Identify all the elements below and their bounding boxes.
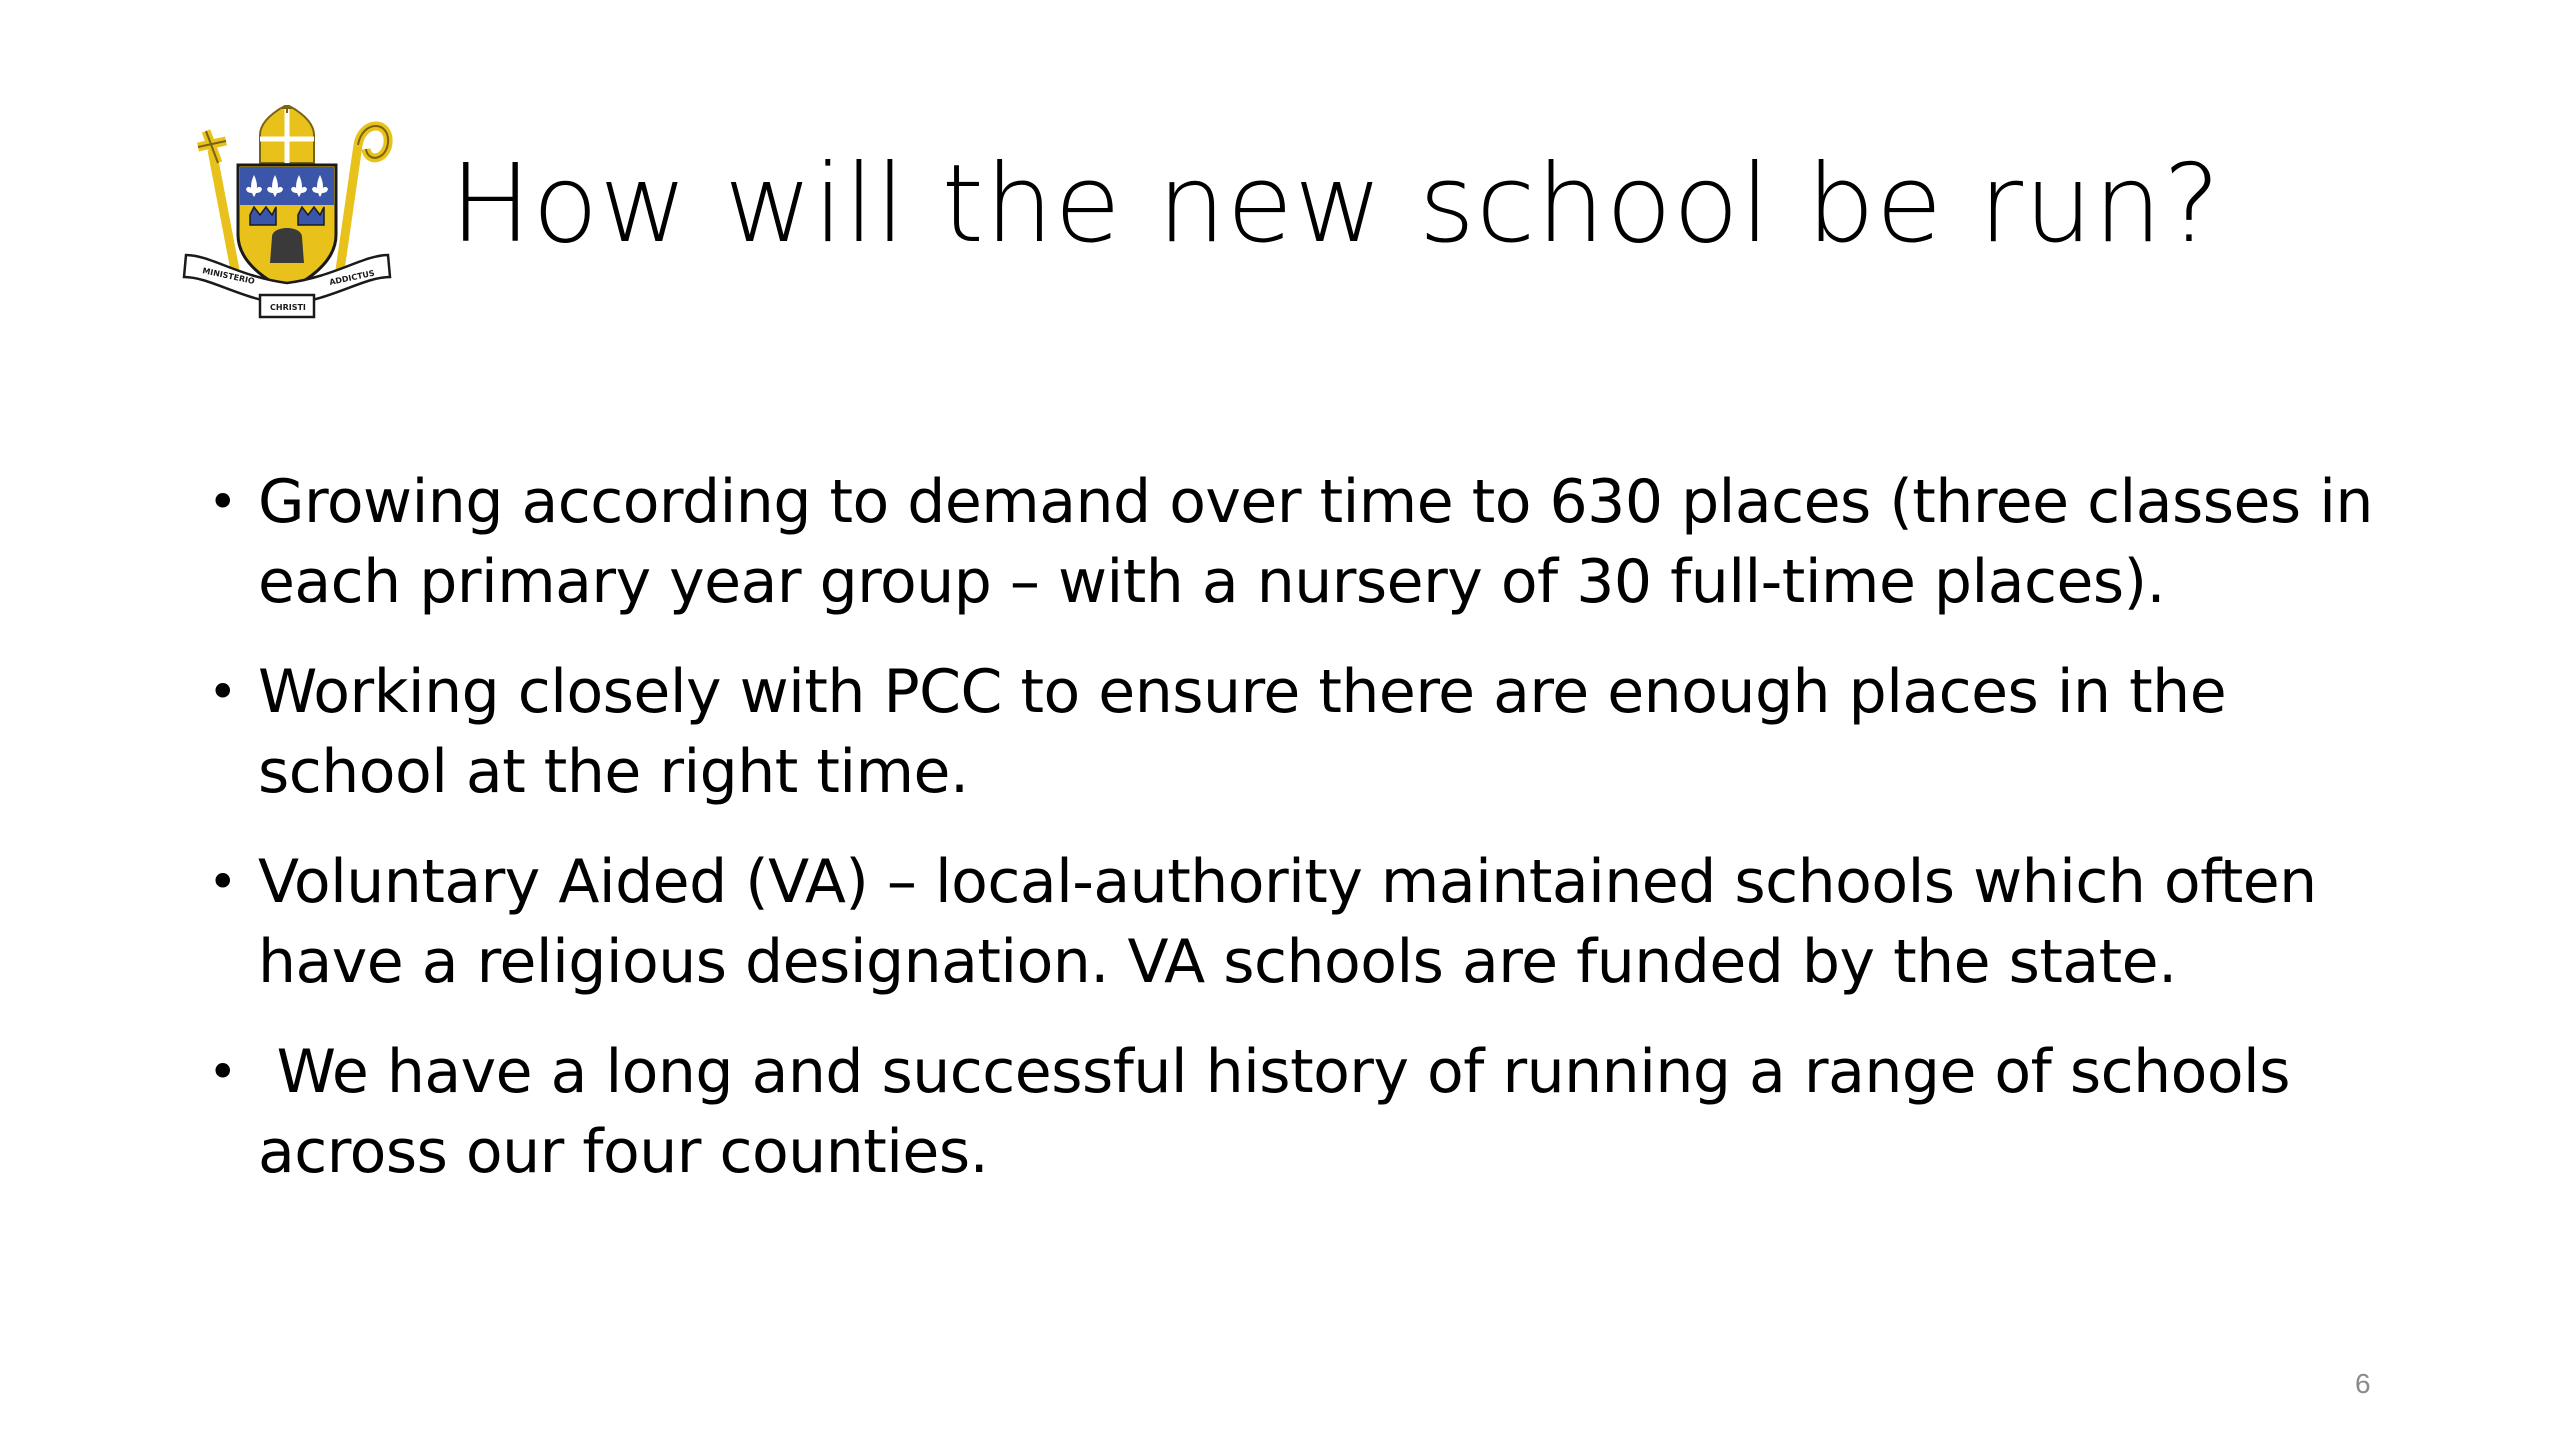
bullet-list [200, 462, 2430, 1222]
svg-text:MINISTERIO: MINISTERIO [201, 266, 256, 287]
bullet-item [200, 652, 2430, 812]
bullet-text: Working closely with PCC to ensure there are enough places in the school at the right time. [258, 657, 2227, 807]
bullet-item [200, 462, 2430, 622]
bullet-icon: • [208, 853, 237, 911]
bullet-text: Growing according to demand over time to 630 places (three classes in each primary year group – with a nursery of 30 full-time places). [258, 467, 2373, 617]
bullet-item [200, 1032, 2430, 1192]
bullet-icon: • [208, 663, 237, 721]
slide-title: How will the new school be run? [450, 142, 2222, 267]
bullet-item [200, 842, 2430, 1002]
diocesan-crest-icon [180, 105, 395, 330]
svg-text:ADDICTUS: ADDICTUS [328, 268, 376, 287]
bullet-text: We have a long and successful history of running a range of schools across our four counties. [258, 1037, 2309, 1187]
svg-text:CHRISTI: CHRISTI [270, 303, 306, 312]
page-number: 6 [2355, 1368, 2371, 1399]
bullet-icon: • [208, 1043, 237, 1101]
bullet-text: Voluntary Aided (VA) – local-authority maintained schools which often have a religious designation. VA schools are funded by the state. [258, 847, 2317, 997]
bullet-icon: • [208, 473, 237, 531]
